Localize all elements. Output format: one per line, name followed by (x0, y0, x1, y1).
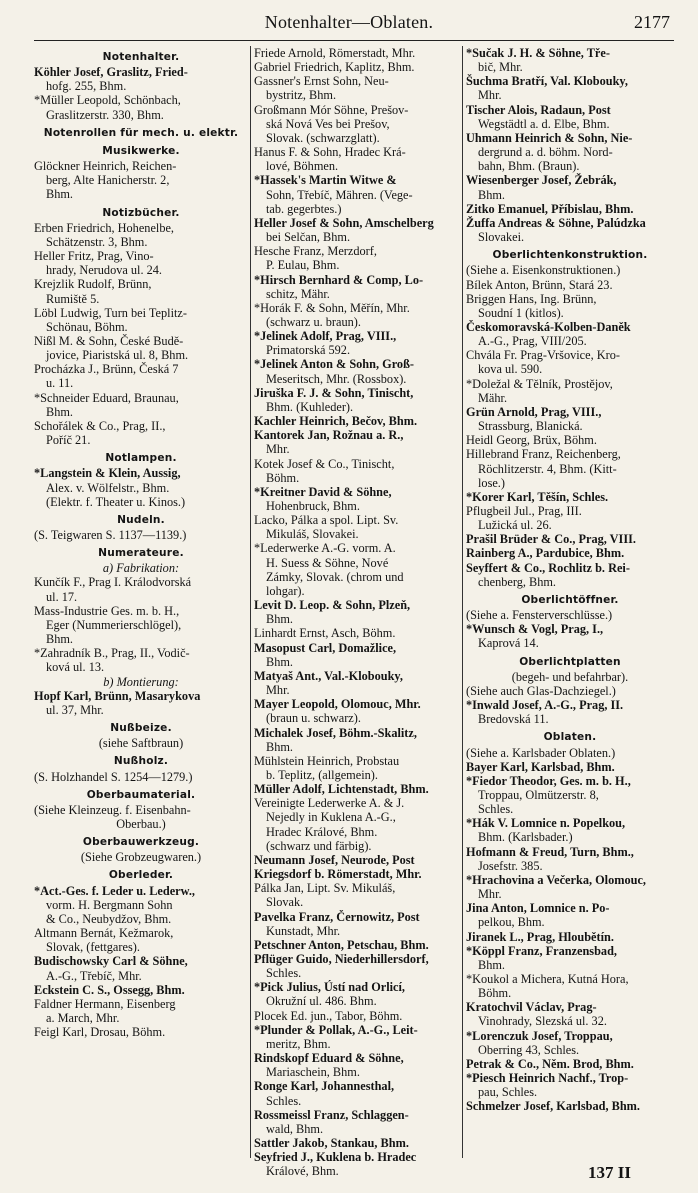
entry-line: Bhm. (266, 739, 293, 754)
cross-reference: Oberbau.) (116, 816, 166, 831)
entry-line: Oberring 43, Schles. (478, 1042, 580, 1057)
entry-line: Vereinigte Lederwerke A. & J. (254, 796, 405, 811)
entry-line: Mhr. (266, 442, 290, 457)
entry-line: Heller Josef & Sohn, Amschelberg (254, 215, 434, 230)
section-heading: Oberleder. (108, 869, 174, 882)
entry-line: Schles. (266, 1093, 302, 1108)
entry-line: Vinohrady, Slezská ul. 32. (478, 1014, 607, 1029)
entry-line: Eger (Nummerierschlögel), (46, 617, 182, 632)
entry-line: hrady, Nerudova ul. 24. (46, 263, 162, 278)
entry-line: Nißl M. & Sohn, České Budě- (34, 333, 184, 348)
section-heading: Oberbauwerkzeug. (82, 836, 200, 849)
entry-line: Neumann Josef, Neurode, Post (254, 852, 415, 867)
entry-line: Poříč 21. (46, 433, 91, 448)
entry-line: Petschner Anton, Petschau, Bhm. (254, 937, 429, 952)
entry-line: Schönau, Böhm. (46, 319, 128, 334)
entry-line: *Hassek's Martin Witwe & (254, 173, 397, 188)
entry-line: bič, Mhr. (478, 60, 523, 75)
section-heading: Numerateure. (98, 547, 184, 560)
entry-line: Troppau, Olmützerstr. 8, (478, 787, 599, 802)
entry-line: *Korer Karl, Těšín, Schles. (466, 489, 609, 504)
section-heading: Nußbeize. (110, 722, 172, 735)
entry-line: Zámky, Slovak. (chrom und (266, 569, 404, 584)
entry-line: *Jelinek Anton & Sohn, Groß- (254, 357, 415, 372)
section-heading: Nudeln. (117, 513, 165, 526)
entry-line: dergrund a. d. böhm. Nord- (478, 145, 613, 160)
entry-line: Mhr. (478, 88, 502, 103)
entry-line: *Piesch Heinrich Nachf., Trop- (466, 1071, 629, 1086)
entry-line: Pálka Jan, Lipt. Sv. Mikuláš, (254, 881, 396, 896)
entry-line: H. Suess & Söhne, Nové (266, 555, 389, 570)
entry-line: Erben Friedrich, Hohenelbe, (34, 220, 174, 235)
subsection-heading: a) Fabrikation: (102, 561, 180, 576)
entry-line: Lacko, Pálka a spol. Lipt. Sv. (254, 513, 399, 528)
entry-line: Hopf Karl, Brünn, Masarykova (34, 688, 201, 703)
entry-line: wald, Bhm. (266, 1121, 324, 1136)
entry-line: *Act.-Ges. f. Leder u. Lederw., (34, 883, 195, 898)
entry-line: ul. 37, Mhr. (46, 702, 104, 717)
entry-line: Kunčík F., Prag I. Králodvorská (34, 575, 192, 590)
entry-line: *Sučak J. H. & Söhne, Tře- (466, 46, 610, 60)
entry-line: Schmelzer Josef, Karlsbad, Bhm. (466, 1099, 640, 1114)
entry-line: (Siehe a. Fensterverschlüsse.) (466, 608, 613, 623)
entry-line: lohgar). (266, 583, 305, 598)
entry-line: (Siehe a. Karlsbader Oblaten.) (466, 745, 616, 760)
entry-line: Bhm. (266, 654, 293, 669)
entry-line: Bhm. (46, 404, 73, 419)
section-heading: Oberbaumaterial. (86, 788, 196, 801)
entry-line: Lužická ul. 26. (478, 518, 552, 533)
entry-line: ul. 17. (46, 589, 78, 604)
entry-line: Strassburg, Blanická. (478, 419, 583, 434)
entry-line: (braun u. schwarz). (266, 711, 361, 726)
entry-line: A.-G., Prag, VIII/205. (478, 334, 587, 349)
entry-line: Sattler Jakob, Stankau, Bhm. (254, 1136, 409, 1151)
entry-line: Šuchma Bratří, Val. Klobouky, (466, 74, 628, 89)
entry-line: Seyfried J., Kuklena b. Hradec (254, 1150, 417, 1165)
entry-line: Bredovská 11. (478, 712, 549, 727)
entry-line: Bhm. (46, 632, 73, 647)
entry-line: kova ul. 590. (478, 362, 543, 377)
entry-line: Hofmann & Freud, Turn, Bhm., (466, 844, 634, 859)
entry-line: *Hrachovina a Večerka, Olomouc, (466, 872, 647, 887)
entry-line: Rindskopf Eduard & Söhne, (254, 1051, 404, 1066)
entry-line: Nejedly in Kuklena A.-G., (266, 810, 396, 825)
entry-line: Schles. (266, 966, 302, 981)
entry-line: Bhm. (478, 957, 505, 972)
entry-line: jovice, Piaristská ul. 8, Bhm. (46, 348, 189, 363)
section-heading: Notenrollen für mech. u. elektr. (43, 126, 239, 139)
entry-line: *Jelinek Adolf, Prag, VIII., (254, 329, 397, 344)
entry-line: Hillebrand Franz, Reichenberg, (466, 447, 621, 462)
entry-line: *Lorenczuk Josef, Troppau, (466, 1028, 613, 1043)
entry-line: *Köppl Franz, Franzensbad, (466, 943, 617, 958)
entry-line: Mhr. (266, 683, 290, 698)
section-heading: Notenhalter. (102, 51, 180, 63)
entry-line: Röchlitzerstr. 4, Bhm. (Kitt- (478, 461, 617, 476)
entry-line: Heidl Georg, Brüx, Böhm. (466, 433, 597, 448)
entry-line: Mähr. (478, 390, 508, 405)
entry-line: Mikuláš, Slovakei. (266, 527, 359, 542)
page-header (0, 12, 698, 38)
entry-line: *Hirsch Bernhard & Comp, Lo- (254, 272, 424, 287)
entry-line: Slovakei. (478, 230, 525, 245)
entry-line: Meseritsch, Mhr. (Rossbox). (266, 371, 407, 386)
entry-line: *Müller Leopold, Schönbach, (34, 93, 181, 108)
entry-line: Kunstadt, Mhr. (266, 923, 341, 938)
entry-line: Hanus F. & Sohn, Hradec Krá- (254, 145, 406, 160)
entry-line: Eckstein C. S., Ossegg, Bhm. (34, 982, 185, 997)
entry-line: *Lederwerke A.-G. vorm. A. (254, 541, 396, 556)
section-heading: Nußholz. (113, 755, 169, 768)
entry-line: Kachler Heinrich, Bečov, Bhm. (254, 414, 418, 429)
entry-line: Krejzlik Rudolf, Brünn, (34, 277, 152, 292)
entry-line: Mühlstein Heinrich, Probstau (254, 753, 400, 768)
entry-line: Schořálek & Co., Prag, II., (34, 418, 166, 433)
section-heading: Oberlichtplatten (519, 655, 621, 668)
entry-line: *Langstein & Klein, Aussig, (34, 466, 181, 481)
entry-line: Rainberg A., Pardubice, Bhm. (466, 546, 625, 561)
page-number: 2177 (634, 12, 670, 32)
entry-line: *Doležal & Tělník, Prostějov, (466, 376, 613, 391)
entry-line: (Siehe auch Glas-Dachziegel.) (466, 683, 616, 698)
entry-line: P. Eulau, Bhm. (266, 258, 340, 273)
entry-line: (Elektr. f. Theater u. Kinos.) (46, 494, 186, 509)
entry-line: Mariaschein, Bhm. (266, 1065, 360, 1080)
entry-line: Tischer Alois, Radaun, Post (466, 102, 611, 117)
entry-line: Pflugbeil Jul., Prag, III. (466, 504, 582, 518)
entry-line: Jiruška F. J. & Sohn, Tinischt, (254, 385, 414, 400)
entry-line: Matyaš Ant., Val.-Klobouky, (254, 668, 403, 683)
entry-line: Gassner's Ernst Sohn, Neu- (254, 74, 389, 89)
section-heading: Oberlichtenkonstruktion. (492, 249, 648, 262)
section-heading: Musikwerke. (102, 144, 180, 157)
entry-line: *Schneider Eduard, Braunau, (34, 390, 179, 405)
entry-line: Kratochvil Václav, Prag- (466, 1000, 597, 1015)
cross-reference: (siehe Saftbraun) (98, 736, 184, 751)
entry-line: Kaprová 14. (478, 636, 539, 651)
column-divider (250, 46, 251, 1158)
entry-line: Slovak. (266, 895, 304, 910)
entry-line: (Siehe a. Eisenkonstruktionen.) (466, 263, 621, 278)
entry-line: Hradec Králové, Bhm. (266, 824, 378, 839)
entry-line: Českomoravská-Kolben-Daněk (466, 319, 631, 334)
entry-line: Graslitzerstr. 330, Bhm. (46, 107, 164, 122)
entry-line: Jina Anton, Lomnice n. Po- (466, 901, 610, 916)
entry-line: schitz, Mähr. (266, 286, 330, 301)
entry-line: *Pick Julius, Ústí nad Orlicí, (254, 980, 405, 995)
entry-line: Alex. v. Wölfelstr., Bhm. (46, 480, 170, 495)
entry-line: ská Nová Ves bei Prešov, (266, 116, 390, 131)
entry-line: Hesche Franz, Merzdorf, (254, 244, 377, 259)
entry-line: (S. Teigwaren S. 1137—1139.) (34, 528, 187, 542)
entry-line: A.-G., Třebíč, Mhr. (46, 968, 142, 983)
entry-line: Rossmeissl Franz, Schlaggen- (254, 1107, 409, 1122)
entry-line: Ronge Karl, Johannesthal, (254, 1079, 395, 1094)
entry-line: Bhm. (Kuhleder). (266, 399, 354, 414)
entry-line: *Plunder & Pollak, A.-G., Leit- (254, 1022, 418, 1037)
sheet-signature: 137 II (588, 1163, 631, 1182)
section-heading: Notlampen. (105, 452, 177, 465)
entry-line: Bhm. (46, 187, 73, 202)
entry-line: a. March, Mhr. (46, 1011, 120, 1025)
entry-line: Böhm. (266, 470, 300, 485)
entry-line: Heller Fritz, Prag, Vino- (34, 249, 154, 264)
entry-line: Žuffa Andreas & Söhne, Palúdzka (466, 215, 646, 230)
entry-line: bahn, Bhm. (Braun). (478, 159, 580, 174)
entry-line: Seyffert & Co., Rochlitz b. Rei- (466, 560, 630, 575)
entry-line: (Siehe Kleinzeug. f. Eisenbahn- (34, 802, 191, 817)
entry-line: Budischowsky Carl & Söhne, (34, 954, 188, 969)
section-heading: Oberlichtöffner. (521, 593, 619, 606)
entry-line: Josefstr. 385. (478, 858, 543, 873)
entry-line: Schätzenstr. 3, Bhm. (46, 234, 148, 249)
entry-line: vorm. H. Bergmann Sohn (46, 897, 173, 912)
entry-line: Kantorek Jan, Rožnau a. R., (254, 428, 404, 443)
column-left (34, 46, 248, 1039)
section-heading: Notizbücher. (102, 206, 180, 219)
entry-line: Schles. (478, 802, 514, 817)
entry-line: Altmann Bernát, Kežmarok, (34, 926, 174, 941)
entry-line: Bayer Karl, Karlsbad, Bhm. (466, 759, 615, 774)
entry-line: Böhm. (478, 986, 512, 1001)
entry-line: Mayer Leopold, Olomouc, Mhr. (254, 697, 421, 712)
entry-line: Gabriel Friedrich, Kaplitz, Bhm. (254, 60, 415, 75)
entry-line: Bhm. (266, 612, 293, 627)
entry-line: Friede Arnold, Römerstadt, Mhr. (254, 46, 416, 60)
entry-line: Levit D. Leop. & Sohn, Plzeň, (254, 598, 411, 613)
entry-line: Uhmann Heinrich & Sohn, Nie- (466, 130, 633, 145)
entry-line: (schwarz und färbig). (266, 838, 372, 853)
entry-line: Chvála Fr. Prag-Vršovice, Kro- (466, 348, 620, 363)
entry-line: Okružní ul. 486. Bhm. (266, 994, 377, 1009)
entry-line: *Koukol a Michera, Kutná Hora, (466, 972, 629, 986)
entry-line: ková ul. 13. (46, 660, 105, 675)
entry-line: chenberg, Bhm. (478, 574, 556, 589)
entry-line: Faldner Hermann, Eisenberg (34, 996, 176, 1011)
entry-line: Feigl Karl, Drosau, Böhm. (34, 1025, 166, 1040)
entry-line: (S. Holzhandel S. 1254—1279.) (34, 769, 193, 784)
entry-line: tab. gegerbtes.) (266, 201, 342, 216)
column-middle (254, 46, 459, 1179)
cross-reference: (Siehe Grobzeugwaren.) (80, 850, 202, 865)
entry-line: bei Selčan, Bhm. (266, 230, 351, 245)
entry-line: pelkou, Bhm. (478, 915, 545, 930)
entry-line: hofg. 255, Bhm. (46, 79, 127, 94)
entry-line: *Horák F. & Sohn, Měřín, Mhr. (254, 300, 410, 315)
entry-line: Briggen Hans, Ing. Brünn, (466, 291, 597, 306)
header-rule (34, 40, 674, 41)
entry-line: Linhardt Ernst, Asch, Böhm. (254, 626, 396, 641)
entry-line: Hohenbruck, Bhm. (266, 499, 360, 513)
entry-line: Slovak. (schwarzglatt). (266, 130, 380, 145)
entry-line: Masopust Carl, Domažlice, (254, 640, 397, 655)
subsection-heading: b) Montierung: (103, 674, 179, 689)
entry-line: *Zahradník B., Prag, II., Vodič- (34, 646, 190, 661)
entry-line: *Inwald Josef, A.-G., Prag, II. (466, 698, 624, 713)
running-title: Notenhalter—Oblaten. (264, 12, 434, 32)
entry-line: (schwarz u. braun). (266, 314, 361, 329)
entry-line: Petrak & Co., Něm. Brod, Bhm. (466, 1056, 634, 1071)
entry-line: *Fiedor Theodor, Ges. m. b. H., (466, 773, 631, 788)
entry-line: Wiesenberger Josef, Žebrák, (466, 173, 617, 188)
entry-line: Bhm. (Karlsbader.) (478, 830, 573, 845)
entry-line: Králové, Bhm. (266, 1164, 339, 1179)
entry-line: bystritz, Bhm. (266, 88, 337, 103)
entry-line: Mhr. (478, 887, 502, 902)
entry-line: Kotek Josef & Co., Tinischt, (254, 456, 395, 471)
entry-line: Soudní 1 (kitlos). (478, 305, 564, 320)
entry-line: Prašil Brüder & Co., Prag, VIII. (466, 532, 636, 547)
entry-line: Bhm. (478, 187, 505, 202)
entry-line: Großmann Mór Söhne, Prešov- (254, 102, 409, 117)
entry-line: u. 11. (46, 376, 74, 391)
entry-line: Sohn, Třebíč, Mähren. (Vege- (266, 187, 413, 202)
entry-line: Bílek Anton, Brünn, Stará 23. (466, 277, 613, 292)
entry-line: Slovak, (fettgares). (46, 940, 140, 955)
entry-line: Müller Adolf, Lichtenstadt, Bhm. (254, 782, 429, 797)
entry-line: Procházka J., Brünn, Česká 7 (34, 362, 179, 377)
entry-line: b. Teplitz, (allgemein). (266, 767, 378, 782)
entry-line: Pflüger Guido, Niederhillersdorf, (254, 952, 429, 966)
entry-line: Michalek Josef, Böhm.-Skalitz, (254, 725, 417, 740)
entry-line: *Wunsch & Vogl, Prag, I., (466, 622, 604, 637)
column-right (466, 46, 674, 1114)
entry-line: & Co., Neubydžov, Bhm. (46, 911, 172, 926)
entry-line: Köhler Josef, Graslitz, Fried- (34, 65, 188, 80)
cross-reference: (begeh- und befahrbar). (511, 669, 629, 684)
entry-line: meritz, Bhm. (266, 1036, 331, 1051)
entry-line: Kriegsdorf b. Römerstadt, Mhr. (254, 867, 422, 882)
entry-line: Primatorská 592. (266, 343, 351, 358)
entry-line: pau, Schles. (478, 1085, 538, 1100)
entry-line: Zitko Emanuel, Příbislau, Bhm. (466, 201, 634, 216)
entry-line: lose.) (478, 475, 505, 490)
entry-line: Rumiště 5. (46, 291, 100, 306)
entry-line: Grün Arnold, Prag, VIII., (466, 404, 602, 419)
entry-line: Pavelka Franz, Černowitz, Post (254, 909, 420, 924)
entry-line: *Hák V. Lomnice n. Popelkou, (466, 816, 626, 831)
column-divider (462, 46, 463, 1158)
entry-line: Jiranek L., Prag, Hloubětín. (466, 929, 614, 944)
entry-line: Plocek Ed. jun., Tabor, Böhm. (254, 1008, 403, 1023)
section-heading: Oblaten. (543, 731, 597, 744)
entry-line: Wegstädtl a. d. Elbe, Bhm. (478, 116, 610, 131)
entry-line: Glöckner Heinrich, Reichen- (34, 159, 177, 174)
entry-line: Mass-Industrie Ges. m. b. H., (34, 603, 180, 618)
entry-line: Löbl Ludwig, Turn bei Teplitz- (34, 305, 187, 320)
entry-line: lové, Böhmen. (266, 159, 339, 174)
entry-line: *Kreitner David & Söhne, (254, 484, 392, 499)
entry-line: berg, Alte Hanicherstr. 2, (46, 173, 170, 188)
